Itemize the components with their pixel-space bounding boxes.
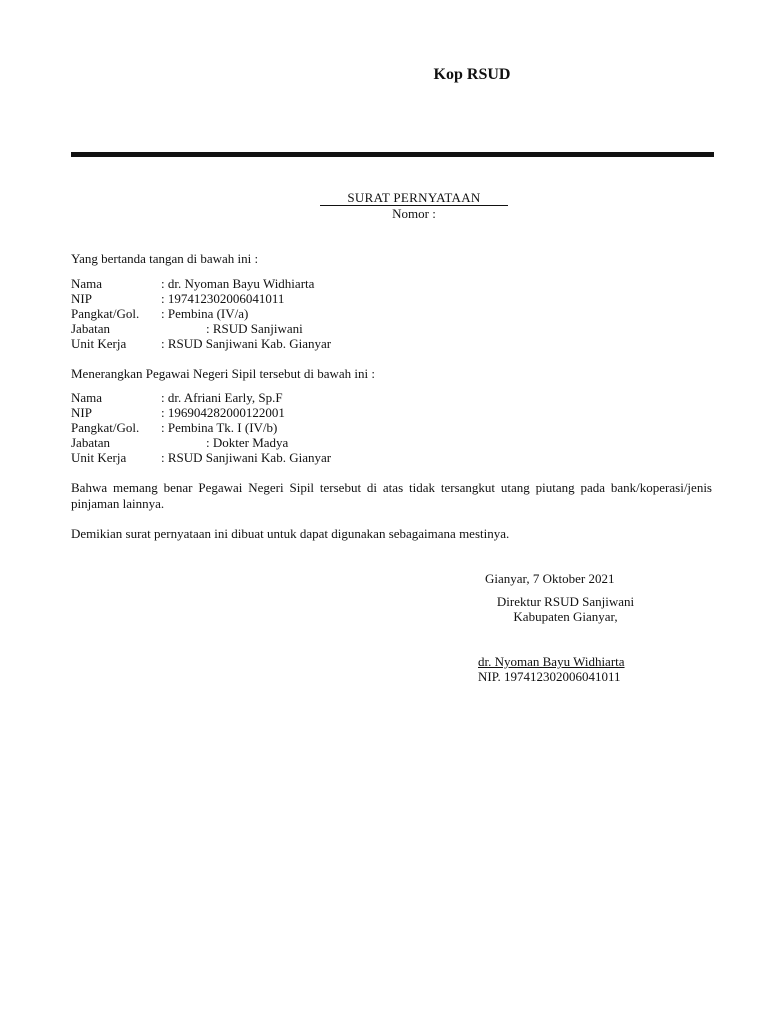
signer-position-label: Jabatan — [71, 321, 110, 336]
employee-name-value: : dr. Afriani Early, Sp.F — [161, 390, 283, 405]
employee-unit-value: : RSUD Sanjiwani Kab. Gianyar — [161, 450, 332, 465]
signer-position-line2: Kabupaten Gianyar, — [513, 609, 618, 624]
place-date: Gianyar, 7 Oktober 2021 — [485, 571, 615, 586]
signer-nip: NIP. 197412302006041011 — [478, 669, 621, 684]
employee-nip-label: NIP — [71, 405, 92, 420]
document-number: Nomor : — [392, 206, 436, 221]
employee-rank-value: : Pembina Tk. I (IV/b) — [161, 420, 278, 435]
signer-nip-value: : 197412302006041011 — [161, 291, 285, 306]
signer-name-value: : dr. Nyoman Bayu Widhiarta — [161, 276, 315, 291]
signer-name-label: Nama — [71, 276, 103, 291]
body-paragraph: Bahwa memang benar Pegawai Negeri Sipil tersebut di atas tidak tersangkut utang piutang pada bank/koperasi/jenis pinjaman lainnya. — [71, 480, 712, 511]
signer-unit-label: Unit Kerja — [71, 336, 127, 351]
signer-position-line1: Direktur RSUD Sanjiwani — [496, 594, 635, 609]
employee-position-value: : Dokter Madya — [206, 435, 289, 450]
document-title: SURAT PERNYATAAN — [320, 190, 508, 206]
closing-text: Demikian surat pernyataan ini dibuat untuk dapat digunakan sebagaimana mestinya. — [71, 526, 510, 541]
letterhead-divider — [71, 152, 714, 157]
signer-nip-label: NIP — [71, 291, 92, 306]
statement-text: Menerangkan Pegawai Negeri Sipil tersebut di bawah ini : — [71, 366, 375, 381]
employee-rank-label: Pangkat/Gol. — [71, 420, 140, 435]
employee-nip-value: : 196904282000122001 — [161, 405, 285, 420]
letterhead-title: Kop RSUD — [433, 66, 511, 83]
signer-rank-value: : Pembina (IV/a) — [161, 306, 249, 321]
signer-name: dr. Nyoman Bayu Widhiarta — [478, 654, 625, 669]
signer-rank-label: Pangkat/Gol. — [71, 306, 140, 321]
employee-unit-label: Unit Kerja — [71, 450, 127, 465]
employee-position-label: Jabatan — [71, 435, 110, 450]
signer-unit-value: : RSUD Sanjiwani Kab. Gianyar — [161, 336, 332, 351]
intro-text: Yang bertanda tangan di bawah ini : — [71, 251, 259, 266]
signer-position-value: : RSUD Sanjiwani — [206, 321, 303, 336]
employee-name-label: Nama — [71, 390, 103, 405]
